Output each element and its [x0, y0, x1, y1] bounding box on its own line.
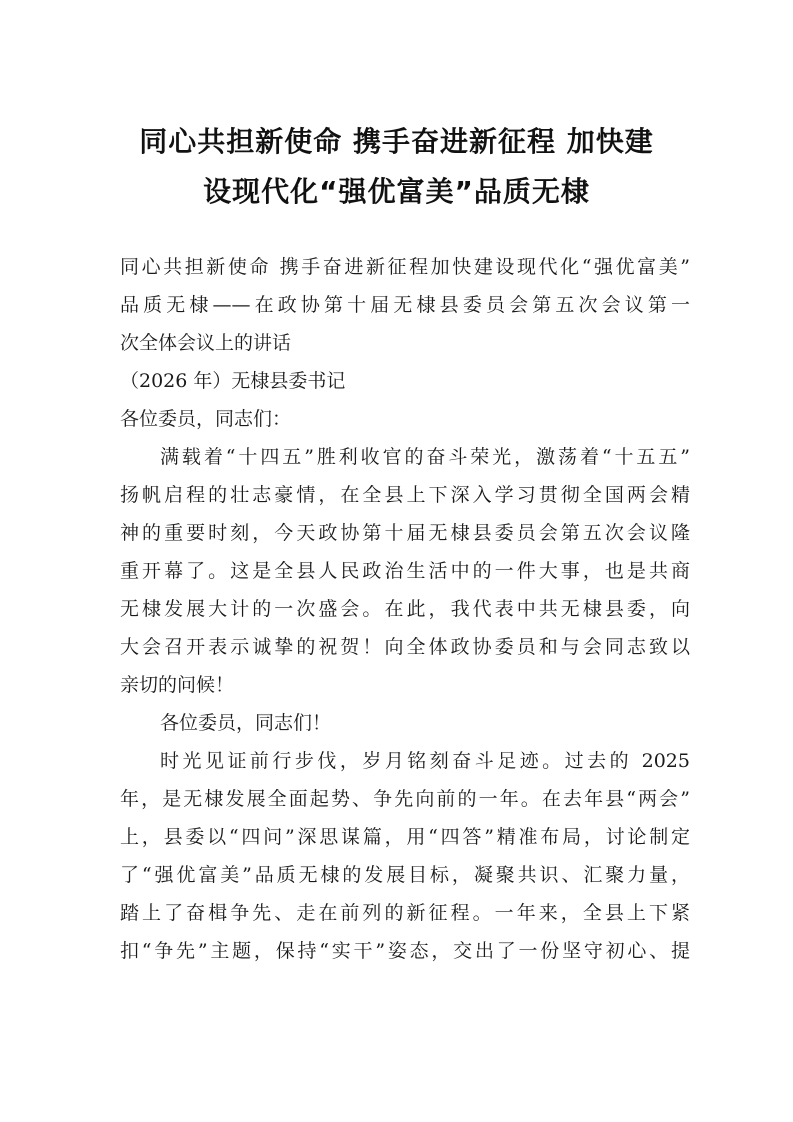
document-title-line-2: 设现代化“强优富美”品质无棣 — [203, 175, 590, 208]
salutation: 各位委员，同志们！ — [160, 712, 332, 734]
paragraph-line: 无棣发展大计的一次盛会。在此，我代表中共无棣县委，向 — [120, 598, 690, 620]
heading-line: 次全体会议上的讲话 — [120, 332, 292, 354]
paragraph-line: 了“强优富美”品质无棣的发展目标，凝聚共识、汇聚力量， — [120, 864, 690, 886]
paragraph-line: 大会召开表示诚挚的祝贺！向全体政协委员和与会同志致以 — [120, 636, 690, 658]
document-title-line-1: 同心共担新使命 携手奋进新征程 加快建 — [139, 125, 654, 158]
paragraph-line: 年，是无棣发展全面起势、争先向前的一年。在去年县“两会” — [120, 788, 690, 810]
paragraph-line: 扣“争先”主题，保持“实干”姿态，交出了一份坚守初心、提 — [120, 940, 690, 962]
paragraph-line: 时光见证前行步伐，岁月铭刻奋斗足迹。过去的 2025 — [160, 750, 690, 772]
salutation: 各位委员，同志们： — [120, 408, 292, 430]
paragraph-line: 满载着“十四五”胜利收官的奋斗荣光，激荡着“十五五” — [160, 446, 690, 468]
paragraph-line: 上，县委以“四问”深思谋篇，用“四答”精准布局，讨论制定 — [120, 826, 690, 848]
paragraph-line: 亲切的问候！ — [120, 674, 235, 696]
paragraph-line: 扬帆启程的壮志豪情，在全县上下深入学习贯彻全国两会精 — [120, 484, 690, 506]
heading-line: 同心共担新使命 携手奋进新征程加快建设现代化“强优富美” — [120, 256, 690, 278]
byline: （2026 年）无棣县委书记 — [120, 370, 346, 392]
document-body — [120, 248, 690, 970]
paragraph-line: 神的重要时刻，今天政协第十届无棣县委员会第五次会议隆 — [120, 522, 690, 544]
paragraph-line: 踏上了奋楫争先、走在前列的新征程。一年来，全县上下紧 — [120, 902, 690, 924]
heading-line: 品质无棣——在政协第十届无棣县委员会第五次会议第一 — [120, 294, 690, 316]
paragraph-line: 重开幕了。这是全县人民政治生活中的一件大事，也是共商 — [120, 560, 690, 582]
